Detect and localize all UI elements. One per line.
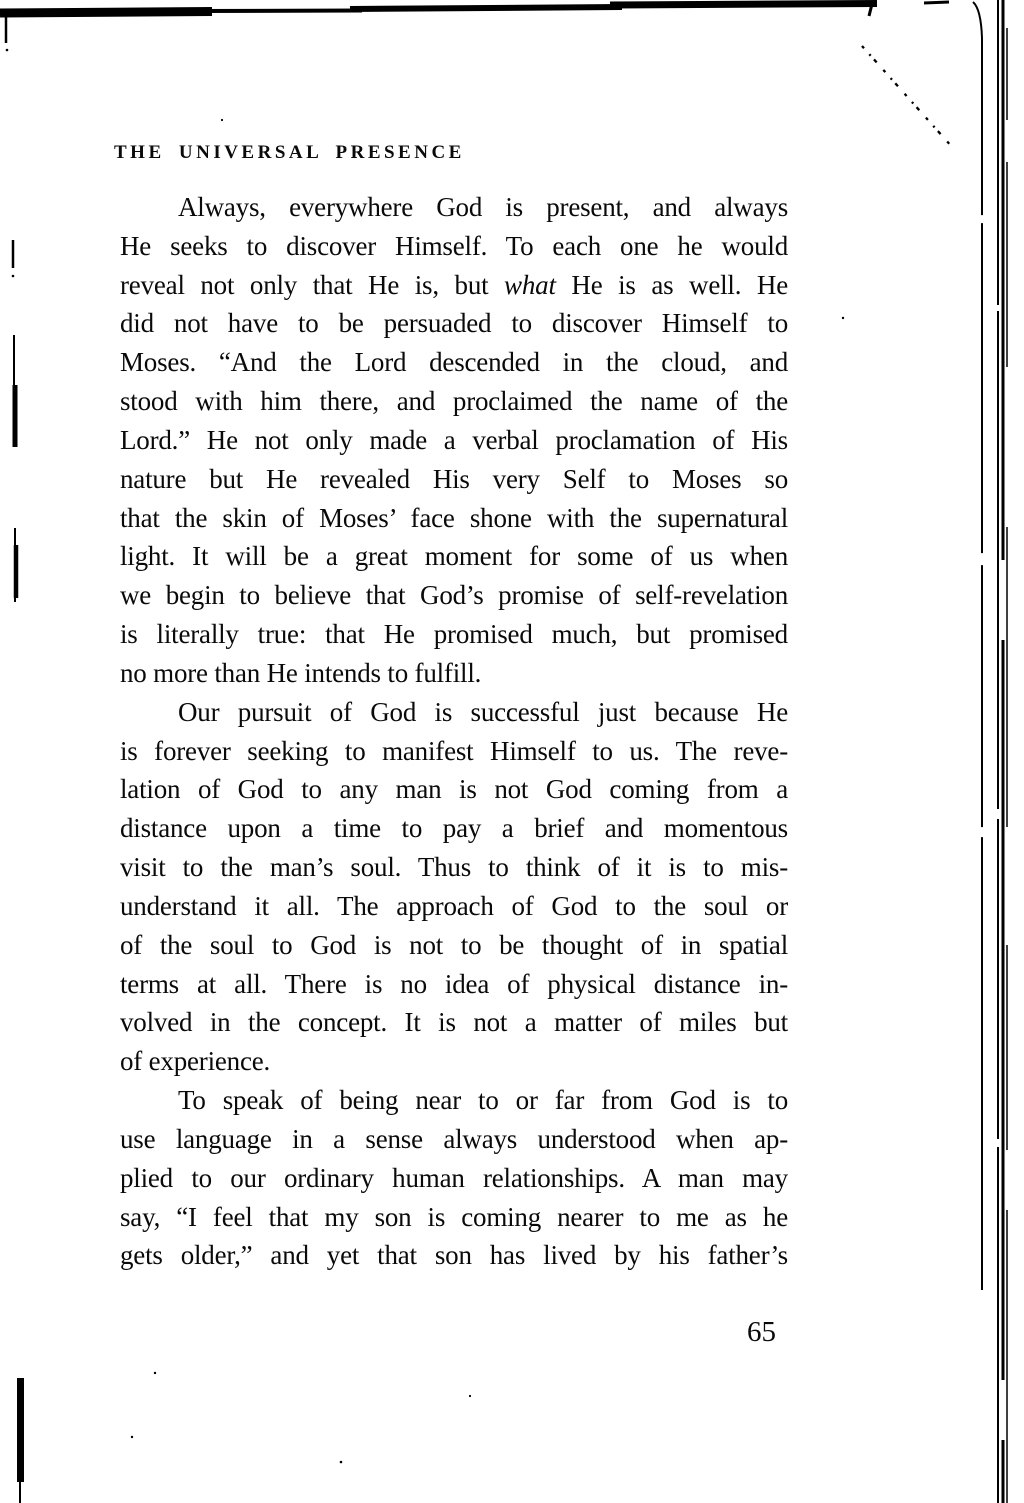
scan-artifact-right-edge (973, 0, 1007, 1503)
text-line: did not have to be persuaded to discover Himself to (120, 308, 788, 339)
text-line: of experience. (120, 1046, 271, 1077)
text-line: stood with him there, and proclaimed the name of the (120, 386, 788, 417)
text-line: gets older,” and yet that son has lived by his father’s (120, 1240, 788, 1271)
scan-artifact-scratch (862, 46, 953, 148)
text-line: light. It will be a great moment for some of us when (120, 541, 788, 572)
text-line: Our pursuit of God is successful just because He (178, 696, 788, 727)
text-line: use language in a sense always understood when ap- (120, 1123, 788, 1154)
running-header: THE UNIVERSAL PRESENCE (114, 142, 465, 163)
text-line: To speak of being near to or far from God is to (178, 1085, 788, 1116)
text-line: Lord.” He not only made a verbal proclamation of His (120, 424, 788, 455)
text-line: terms at all. There is no idea of physical distance in- (120, 968, 788, 999)
text-line: plied to our ordinary human relationships. A man may (120, 1162, 788, 1193)
text-line: nature but He revealed His very Self to Moses so (120, 463, 788, 494)
text-line: that the skin of Moses’ face shone with the supernatural (120, 502, 788, 533)
text-line: is forever seeking to manifest Himself to us. The reve- (120, 735, 788, 766)
text-line: reveal not only that He is, but what He is as well. He (120, 269, 788, 300)
text-line: lation of God to any man is not God coming from a (120, 774, 788, 805)
page-number: 65 (747, 1316, 776, 1348)
text-line: He seeks to discover Himself. To each one he would (120, 230, 788, 261)
text-line: volved in the concept. It is not a matter of miles but (120, 1007, 788, 1038)
body-text (120, 188, 788, 1275)
scan-artifact-top-band (0, 2, 949, 16)
text-line: distance upon a time to pay a brief and momentous (120, 813, 788, 844)
text-line: of the soul to God is not to be thought of in spatial (120, 929, 788, 960)
scan-artifact-bottom-left-mark (17, 1378, 24, 1503)
text-line: Moses. “And the Lord descended in the cloud, and (120, 347, 788, 378)
text-line: is literally true: that He promised much, but promised (120, 619, 788, 650)
text-line: understand it all. The approach of God to the soul or (120, 890, 788, 921)
text-line: say, “I feel that my son is coming nearer to me as he (120, 1201, 788, 1232)
text-line: no more than He intends to fulfill. (120, 657, 482, 688)
text-line: we begin to believe that God’s promise of self-revelation (120, 580, 788, 611)
text-line: visit to the man’s soul. Thus to think of it is to mis- (120, 852, 788, 883)
text-line: Always, everywhere God is present, and always (178, 192, 788, 222)
scan-artifact-left-marks (6, 14, 16, 602)
